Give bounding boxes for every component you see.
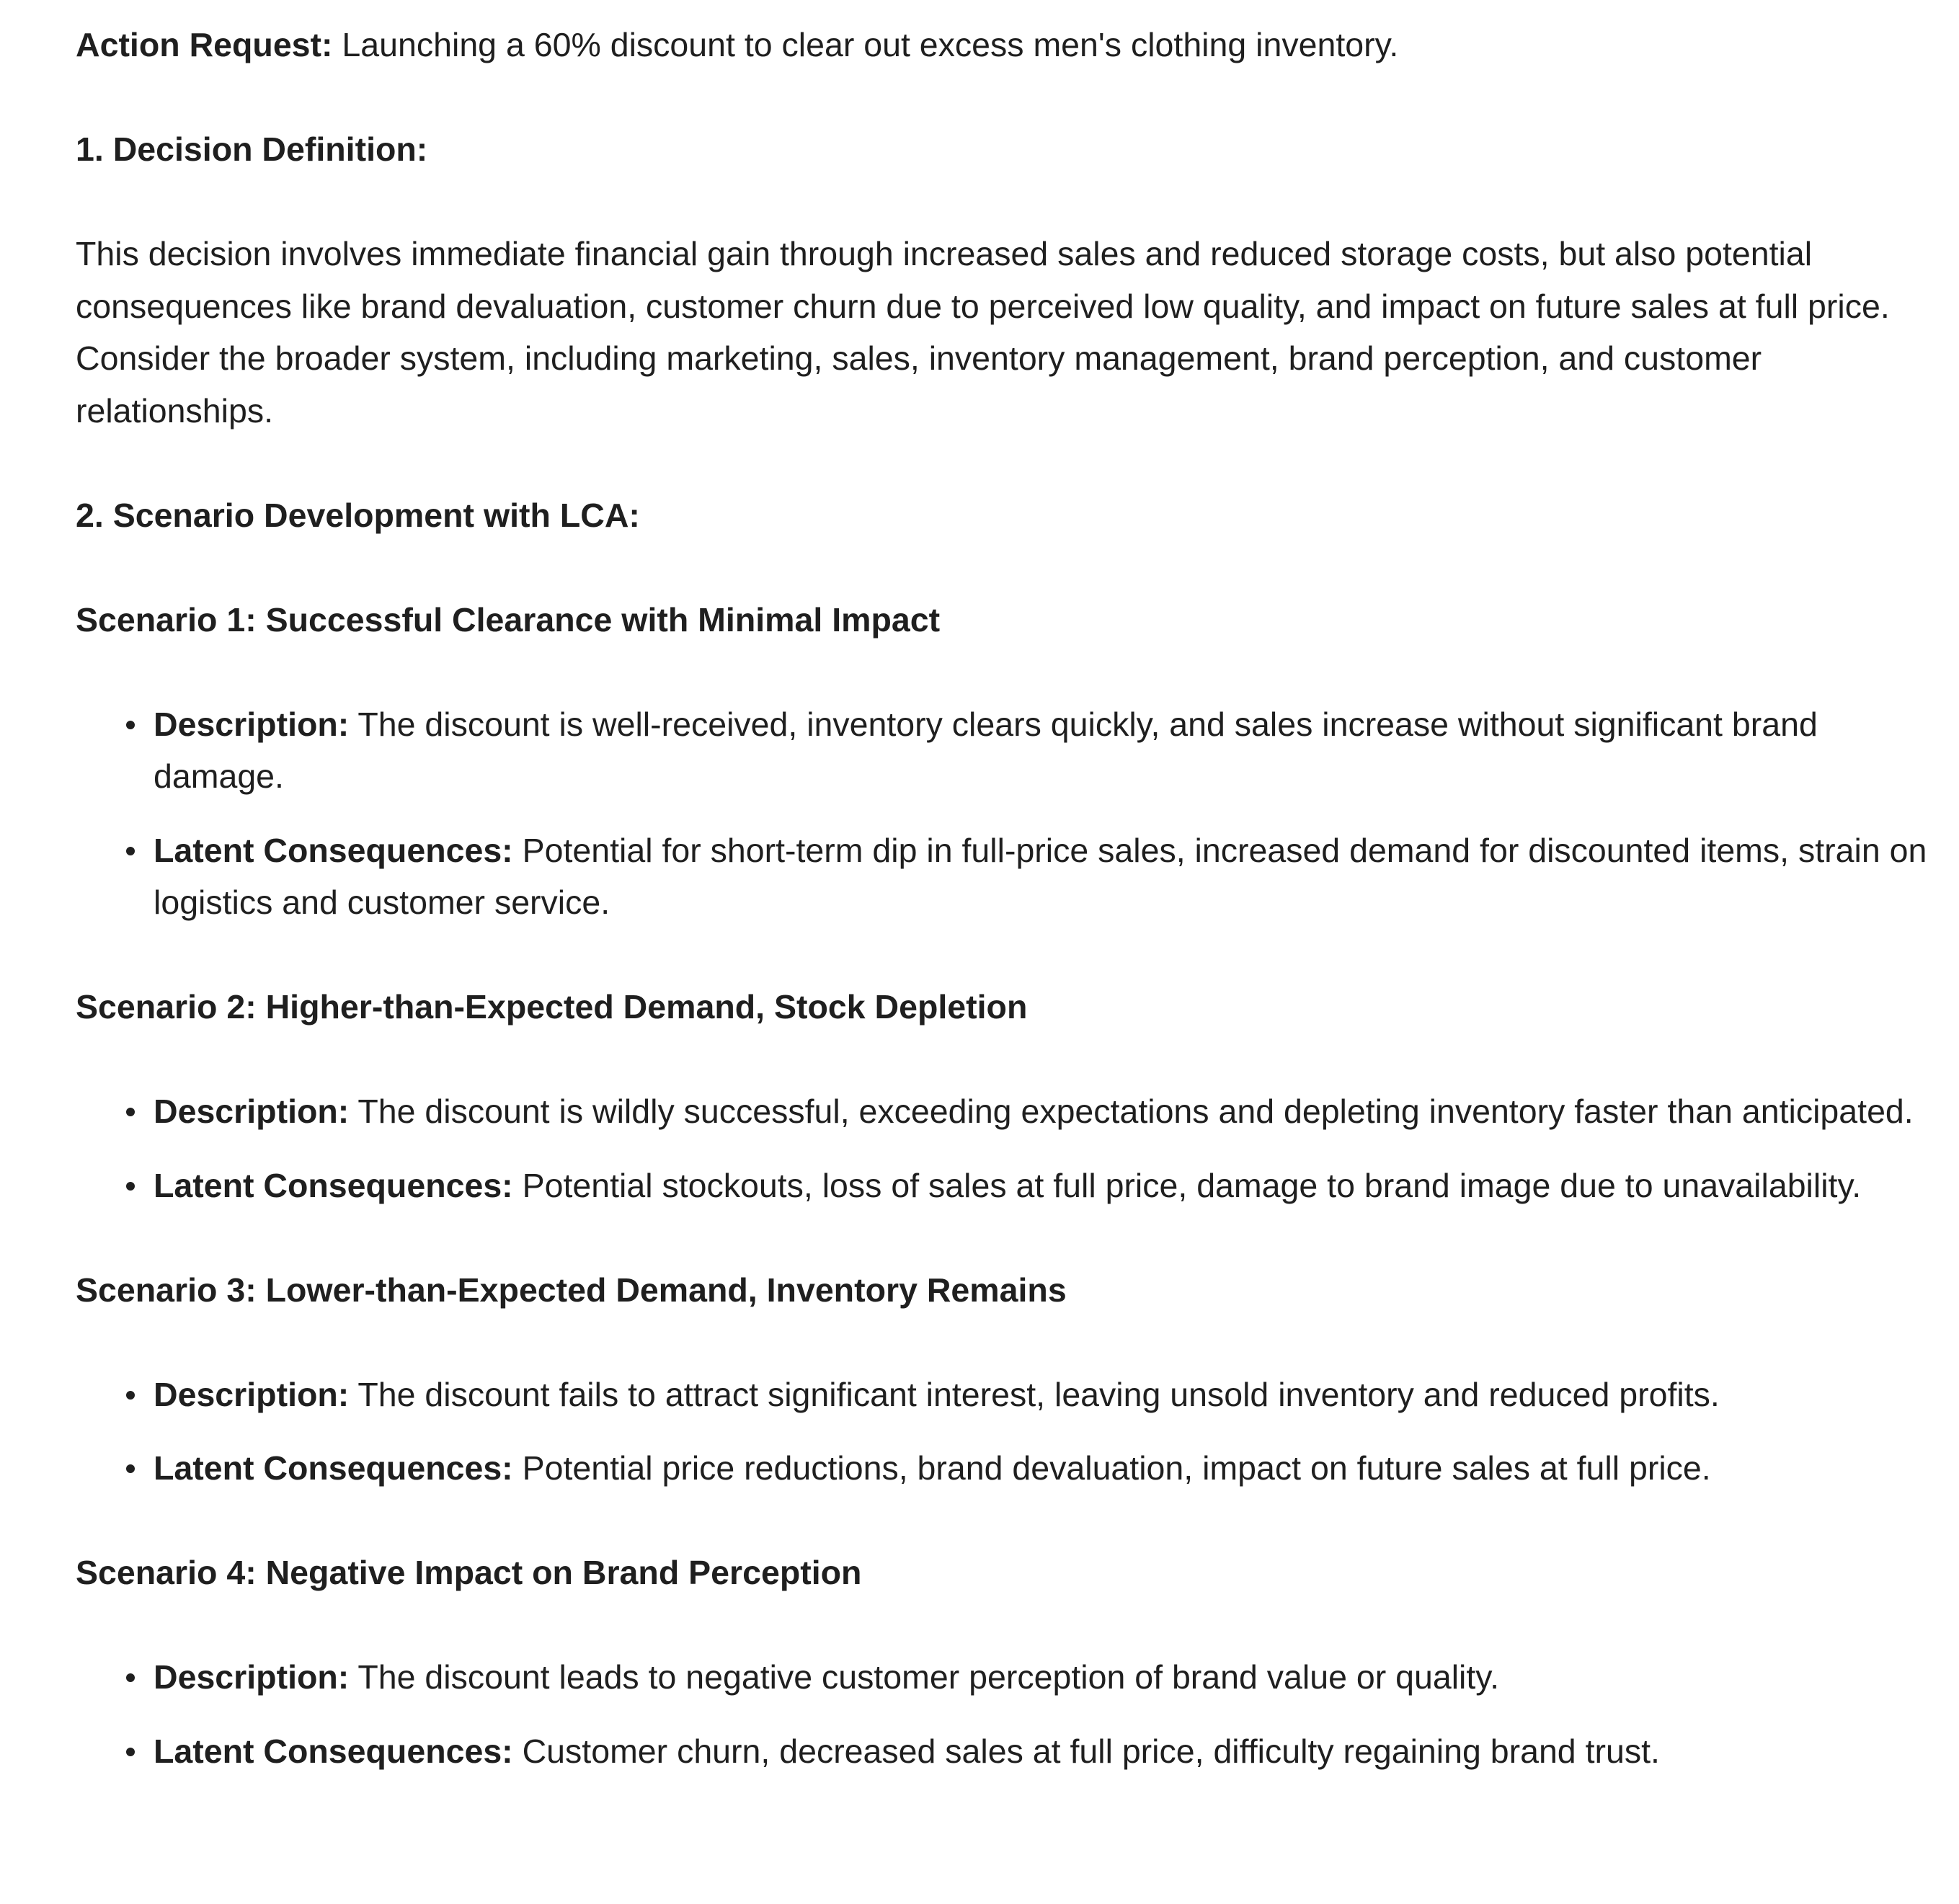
scenario-3-list xyxy=(76,1369,1928,1495)
description-label: Description: xyxy=(154,705,350,743)
action-request-label: Action Request: xyxy=(76,26,333,63)
description-label: Description: xyxy=(154,1093,350,1130)
scenario-1-description xyxy=(76,698,1928,803)
bullet-icon xyxy=(126,1391,135,1400)
bullet-icon xyxy=(126,1464,135,1473)
bullet-icon xyxy=(126,847,135,855)
action-request xyxy=(76,19,1928,71)
bullet-icon xyxy=(126,721,135,729)
description-label: Description: xyxy=(154,1658,350,1696)
scenario-1-list xyxy=(76,698,1928,929)
consequences-text: Potential price reductions, brand devaluation, impact on future sales at full price. xyxy=(512,1449,1711,1487)
consequences-label: Latent Consequences: xyxy=(154,831,513,869)
scenario-2-title: Scenario 2: Higher-than-Expected Demand, Stock Depletion xyxy=(76,988,1028,1026)
consequences-text: Potential for short-term dip in full-price sales, increased demand for discounted items, strain on logistics and customer service. xyxy=(154,831,1927,921)
consequences-label: Latent Consequences: xyxy=(154,1166,513,1204)
scenario-3-consequences xyxy=(76,1442,1928,1495)
scenario-1-consequences xyxy=(76,824,1928,929)
description-text: The discount fails to attract significant interest, leaving unsold inventory and reduced profits. xyxy=(349,1375,1720,1413)
description-text: The discount leads to negative customer perception of brand value or quality. xyxy=(349,1658,1500,1696)
scenario-3-description xyxy=(76,1369,1928,1421)
section-heading-decision-definition: 1. Decision Definition: xyxy=(76,130,428,168)
scenario-3-title: Scenario 3: Lower-than-Expected Demand, Inventory Remains xyxy=(76,1271,1067,1309)
action-request-text: Launching a 60% discount to clear out excess men's clothing inventory. xyxy=(332,26,1399,63)
document-body xyxy=(76,19,1928,1830)
consequences-text: Potential stockouts, loss of sales at full price, damage to brand image due to unavailability. xyxy=(512,1166,1862,1204)
scenario-2-list xyxy=(76,1085,1928,1211)
scenario-2-consequences xyxy=(76,1160,1928,1212)
consequences-label: Latent Consequences: xyxy=(154,1732,513,1770)
scenario-1-title: Scenario 1: Successful Clearance with Minimal Impact xyxy=(76,600,941,639)
bullet-icon xyxy=(126,1108,135,1116)
section-heading-scenario-development: 2. Scenario Development with LCA: xyxy=(76,496,640,534)
bullet-icon xyxy=(126,1182,135,1191)
bullet-icon xyxy=(126,1673,135,1682)
description-label: Description: xyxy=(154,1375,350,1413)
bullet-icon xyxy=(126,1748,135,1756)
consequences-label: Latent Consequences: xyxy=(154,1449,513,1487)
consequences-text: Customer churn, decreased sales at full price, difficulty regaining brand trust. xyxy=(512,1732,1660,1770)
description-text: The discount is wildly successful, exceeding expectations and depleting inventory faster than anticipated. xyxy=(349,1093,1914,1130)
scenario-4-title: Scenario 4: Negative Impact on Brand Perception xyxy=(76,1554,862,1591)
scenario-4-description xyxy=(76,1651,1928,1704)
decision-definition-paragraph: This decision involves immediate financial gain through increased sales and reduced storage costs, but also potential consequences like brand devaluation, customer churn due to perceived low quality, and impact on future sales at full price. Consider the broader system, including marketing, sales, inventory management, brand perception, and customer relationships. xyxy=(76,235,1890,430)
scenario-2-description xyxy=(76,1085,1928,1138)
scenario-4-consequences xyxy=(76,1725,1928,1778)
description-text: The discount is well-received, inventory clears quickly, and sales increase without significant brand damage. xyxy=(154,705,1818,795)
scenario-4-list xyxy=(76,1651,1928,1777)
